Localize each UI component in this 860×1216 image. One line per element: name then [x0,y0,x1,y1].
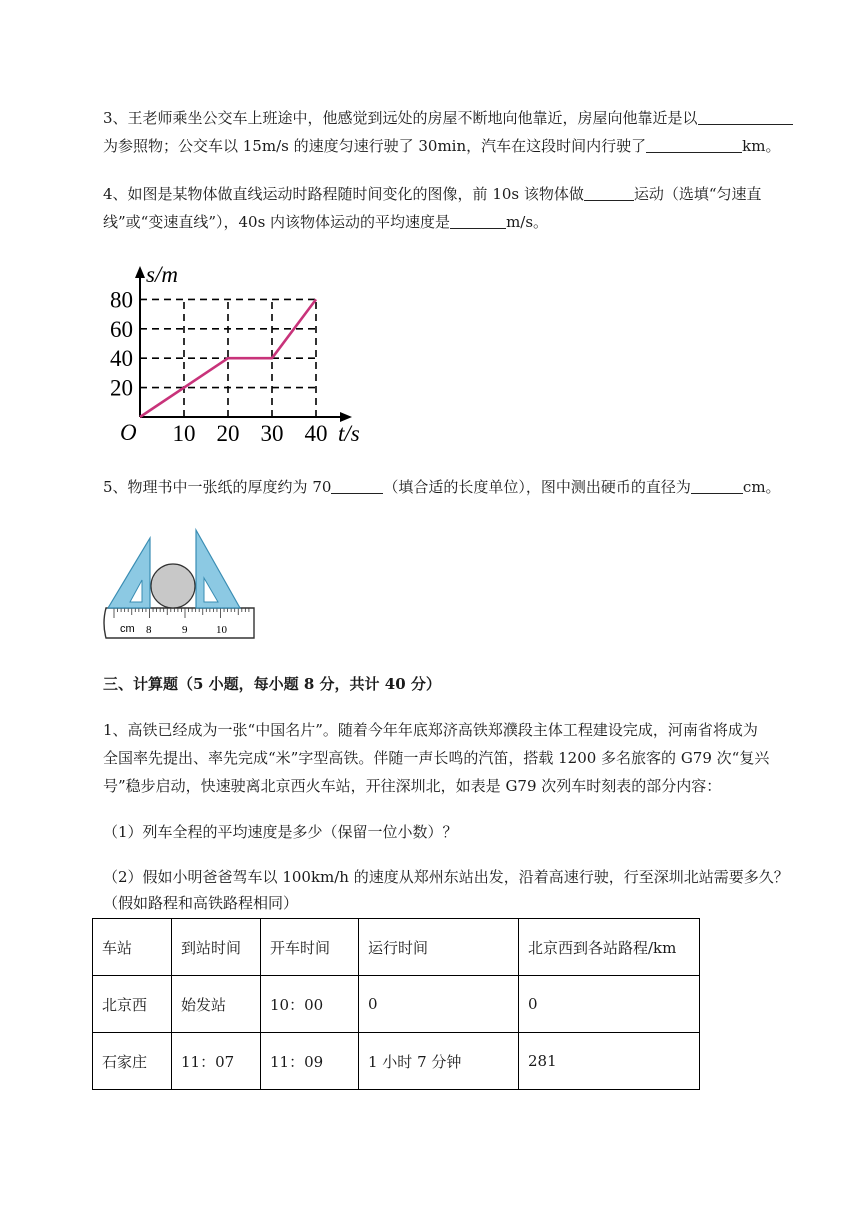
q4-line2a: 线”或“变速直线”），40s 内该物体运动的平均速度是 [103,213,451,231]
left-set-square [108,538,150,608]
y-axis-arrow [135,266,145,278]
section-3-heading: 三、计算题（5 小题，每小题 8 分，共计 40 分） [103,675,441,693]
table-cell: 1 小时 7 分钟 [359,1033,519,1090]
x-tick-label-10: 10 [172,421,196,446]
q5-text-b: （填合适的长度单位），图中测出硬币的直径为 [383,478,691,496]
c1-sub2-line2: （假如路程和高铁路程相同） [103,894,299,912]
q5-text-a: 5、物理书中一张纸的厚度约为 70 [103,478,332,496]
table-header-cell: 开车时间 [261,919,359,976]
table-cell: 北京西 [93,976,172,1033]
table-header-cell: 运行时间 [359,919,519,976]
table-cell: 始发站 [172,976,261,1033]
c1-sub2-line1: （2）假如小明爸爸驾车以 100km/h 的速度从郑州东站出发，沿着高速行驶，行至深圳北站需要多久？ [103,868,789,886]
y-axis-label: s/m [146,262,178,287]
y-tick-label-80: 80 [110,287,133,313]
x-tick-label-40: 40 [304,421,328,446]
table-cell: 281 [519,1033,700,1090]
ruler-tick-label-8: 8 [146,624,152,636]
x-tick-label-20: 20 [216,421,240,446]
q3-line2b: km。 [742,137,781,155]
ruler-tick-label-9: 9 [182,624,188,636]
ruler-unit-label: cm [120,623,135,635]
q4-line1b: 运动（选填“匀速直 [633,185,762,203]
q3-blank-2 [646,136,742,153]
q3-line1: 3、王老师乘坐公交车上班途中，他感觉到远处的房屋不断地向他靠近，房屋向他靠近是以 [103,109,698,127]
q4-line2b: m/s。 [506,213,549,231]
table-header-cell: 车站 [93,919,172,976]
question-5 [103,473,803,501]
q4-blank-1 [584,184,634,201]
origin-label: O [120,420,137,445]
table-row [93,976,700,1033]
y-tick-label-20: 20 [110,375,133,401]
table-cell: 0 [519,976,700,1033]
table-cell: 石家庄 [93,1033,172,1090]
calc-question-1 [103,716,803,800]
x-tick-label-30: 30 [260,421,284,446]
table-cell: 11：09 [261,1033,359,1090]
q3-line2a: 为参照物；公交车以 15m/s 的速度匀速行驶了 30min，汽车在这段时间内行驶了 [103,137,647,155]
table-header-cell: 北京西到各站路程/km [519,919,700,976]
ruler-diagram [100,520,260,646]
question-4 [103,180,803,236]
c1-sub-question-2 [103,864,803,916]
right-set-square [196,530,240,608]
table-header-cell: 到站时间 [172,919,261,976]
q5-blank-2 [691,477,743,494]
q3-blank-1 [698,108,793,125]
question-3 [103,104,803,160]
y-tick-label-60: 60 [110,316,133,342]
q4-blank-2 [450,212,506,229]
table-cell: 11：07 [172,1033,261,1090]
distance-time-chart [100,256,380,451]
q4-line1a: 4、如图是某物体做直线运动时路程随时间变化的图像，前 10s 该物体做 [103,185,584,203]
q5-text-c: cm。 [742,478,781,496]
y-tick-label-40: 40 [110,346,133,372]
c1-line2: 全国率先提出、率先完成“米”字型高铁。伴随一声长鸣的汽笛，搭载 1200 多名旅客的 G79 次“复兴 [103,749,770,767]
table-cell: 0 [359,976,519,1033]
table-cell: 10：00 [261,976,359,1033]
c1-sub-question-1: （1）列车全程的平均速度是多少（保留一位小数）？ [103,823,458,841]
x-axis-label: t/s [338,421,360,446]
table-row [93,1033,700,1090]
coin [151,564,195,608]
q5-blank-1 [331,477,383,494]
train-timetable [92,918,700,1090]
ruler-tick-label-10: 10 [216,624,227,636]
chart-labels [110,287,328,446]
c1-line1: 1、高铁已经成为一张“中国名片”。随着今年年底郑济高铁郑濮段主体工程建设完成，河南省将成为 [103,721,758,739]
table-header-row [93,919,700,976]
c1-line3: 号”稳步启动，快速驶离北京西火车站，开往深圳北，如表是 G79 次列车时刻表的部分内容： [103,777,722,795]
